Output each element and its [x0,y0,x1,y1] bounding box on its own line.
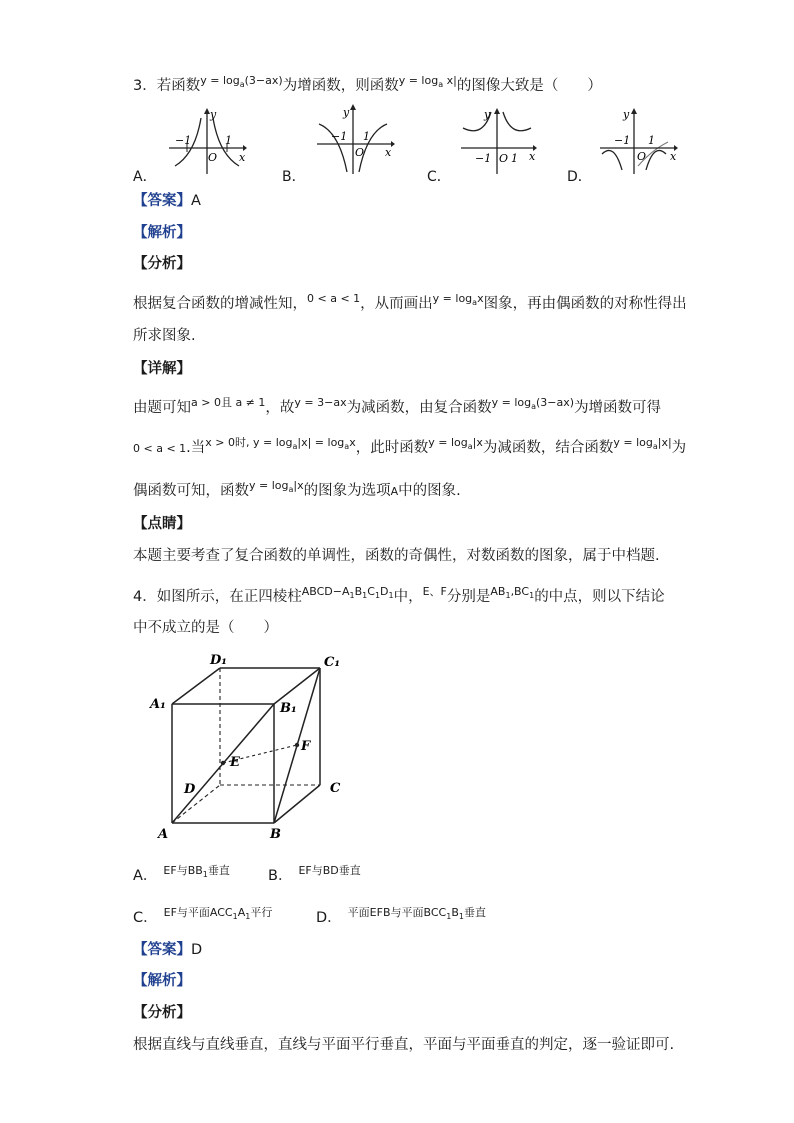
svg-text:x: x [529,150,536,163]
svg-text:y: y [343,106,350,119]
q3-graph-a [165,108,247,176]
q4-option-d: D． $^{平面EFB与平面BCC_1B_1垂直}$ [316,906,486,926]
q4-option-c: C． $^{EF与平面ACC_1A_1平行}$ [133,906,273,926]
svg-text:O: O [208,151,218,164]
q4-stem-line2: 中不成立的是（ ） [133,620,278,636]
q3-xiangjie-heading: 【详解】 [133,361,191,377]
q3-jiexi-heading: 【解析】 [133,225,191,241]
q3-answer: 【答案】A [133,193,201,209]
svg-text:1: 1 [363,130,370,143]
q4-option-b: B． $^{EF与BD垂直}$ [268,864,361,884]
svg-text:y: y [210,108,217,121]
svg-text:B₁: B₁ [280,701,297,716]
q3-graph-b [315,104,395,176]
svg-text:D₁: D₁ [210,653,227,668]
svg-text:y: y [623,108,630,121]
q3-detail-line2: 0 < a < 1.当$^{x > 0时, y = log_a|x| = log_ax}$，此时函数$^{y = log_a|x}$为减函数，结合函数$^{y = log_a|x|}$为 [133,436,687,456]
svg-text:B: B [270,827,281,842]
q3-graph-c [457,108,537,176]
q3-option-a-label: A． [133,169,157,185]
svg-text:−1: −1 [175,134,192,147]
svg-text:A₁: A₁ [150,697,166,712]
svg-text:C: C [330,781,341,796]
q3-detail-line3: 偶函数可知，函数$^{y = log_a|x}$的图象为选项A中的图象. [133,479,461,499]
q3-graph-d [598,108,678,176]
svg-text:y: y [484,108,491,121]
q4-option-a: A． $^{EF与BB_1垂直}$ [133,864,230,884]
svg-text:A: A [158,827,169,842]
q3-fenxi-line2: 所求图象. [133,328,196,344]
q3-dianjing-text: 本题主要考查了复合函数的单调性，函数的奇偶性，对数函数的图象，属于中档题. [133,548,660,564]
q3-dianjing-heading: 【点睛】 [133,516,191,532]
q3-stem: 3．若函数$^{y = log_a(3-ax)}$为增函数，则函数$^{y = log_a x|}$的图像大致是（ ） [133,74,602,94]
q3-option-d-label: D． [567,169,592,185]
svg-text:1: 1 [225,134,232,147]
q4-fenxi-heading: 【分析】 [133,1005,191,1021]
svg-text:D: D [184,782,196,797]
svg-text:O: O [499,152,509,165]
q3-detail-line1: 由题可知$^{a > 0且 a \ne 1}$，故$^{y = 3-ax}$为减函数，由复合函数$^{y = log_a(3-ax)}$为增函数可得 [133,396,662,416]
svg-text:O: O [355,146,365,159]
q4-prism-figure [148,648,358,848]
q3-fenxi-heading: 【分析】 [133,256,191,272]
q4-jiexi-heading: 【解析】 [133,973,191,989]
svg-text:x: x [239,151,246,164]
svg-text:C₁: C₁ [324,655,341,670]
q4-answer: 【答案】D [133,942,203,958]
svg-text:x: x [670,150,677,163]
q3-option-b-label: B． [282,169,306,185]
svg-text:x: x [385,146,392,159]
q3-fenxi-line1: 根据复合函数的增减性知，$^{0 < a < 1}$，从而画出$^{y = log_ax}$图象，再由偶函数的对称性得出 [133,292,687,312]
q4-stem-line1: 4．如图所示，在正四棱柱$^{ABCD-A_1B_1C_1D_1}$中，$^{E、F}$分别是$^{AB_1,BC_1}$的中点，则以下结论 [133,585,665,605]
svg-text:F: F [301,739,311,754]
q3-option-c-label: C． [427,169,451,185]
svg-text:O: O [637,150,647,163]
svg-text:−1: −1 [331,130,348,143]
svg-text:1: 1 [511,152,518,165]
svg-text:−1: −1 [614,134,631,147]
svg-text:−1: −1 [475,152,492,165]
svg-text:1: 1 [648,134,655,147]
q4-fenxi-text: 根据直线与直线垂直，直线与平面平行垂直，平面与平面垂直的判定，逐一验证即可. [133,1037,675,1053]
svg-text:E: E [230,755,240,770]
